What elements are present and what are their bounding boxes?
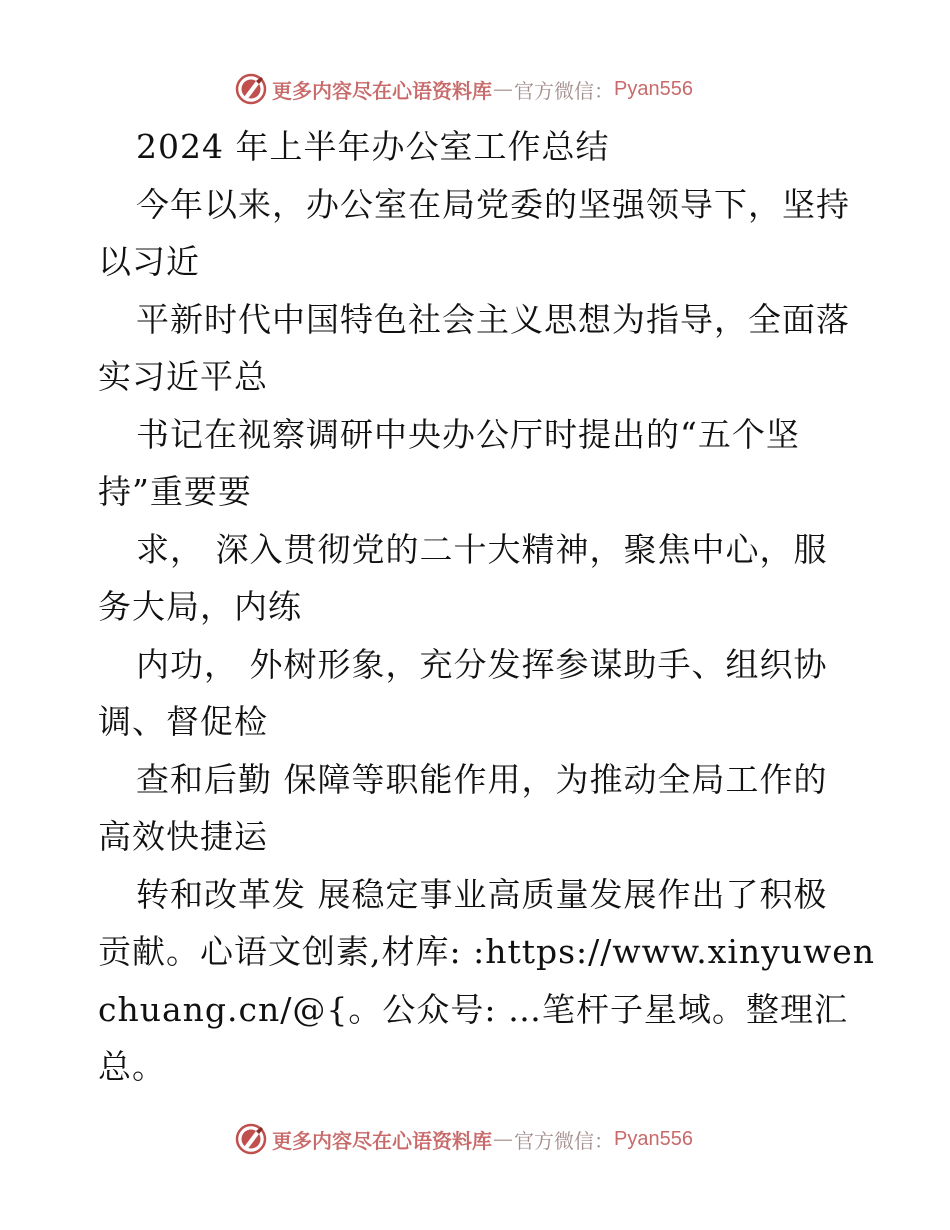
text-line: 内功， 外树形象，充分发挥参谋助手、组织协 (136, 644, 828, 684)
header-watermark-banner (234, 72, 693, 106)
text-line: 求， 深入贯彻党的二十大精神，聚焦中心，服 (136, 529, 828, 569)
banner-separator: — (493, 1127, 513, 1151)
banner-separator: — (493, 77, 513, 101)
text-line: 高效快捷运 (98, 817, 268, 856)
text-line: 务大局，内练 (98, 587, 302, 626)
text-line: 实习近平总 (98, 357, 268, 396)
text-line: 转和改革发 展稳定事业高质量发展作出了积极 (136, 874, 828, 914)
text-line: 调、督促检 (98, 702, 268, 741)
text-line: 持”重要要 (98, 472, 252, 511)
banner-text: 更多内容尽在心语资料库 (272, 78, 492, 103)
banner-text: 更多内容尽在心语资料库 (272, 1128, 492, 1153)
text-line: 贡献。心语文创素,材库: :https://www.xinyuwen (98, 932, 876, 971)
banner-wechat-id: Pyan556 (614, 1127, 693, 1150)
text-line: 今年以来，办公室在局党委的坚强领导下，坚持 (136, 184, 850, 224)
document-title: 2024 年上半年办公室工作总结 (136, 127, 610, 166)
text-line: 查和后勤 保障等职能作用，为推动全局工作的 (136, 759, 828, 799)
text-line: chuang.cn/@{。公众号: …笔杆子星域。整理汇 (98, 989, 848, 1029)
footer-watermark-banner (234, 1122, 693, 1156)
document-body (98, 118, 876, 1096)
text-line: 平新时代中国特色社会主义思想为指导，全面落 (136, 299, 850, 339)
text-line: 书记在视察调研中央办公厅时提出的“五个坚 (136, 414, 800, 454)
banner-wechat-id: Pyan556 (614, 77, 693, 100)
text-line: 以习近 (98, 242, 200, 281)
pen-logo-icon (234, 72, 268, 106)
banner-wechat-label: 官方微信： (514, 1128, 614, 1153)
text-line: 总。 (98, 1047, 166, 1086)
banner-wechat-label: 官方微信： (514, 78, 614, 103)
pen-logo-icon (234, 1122, 268, 1156)
